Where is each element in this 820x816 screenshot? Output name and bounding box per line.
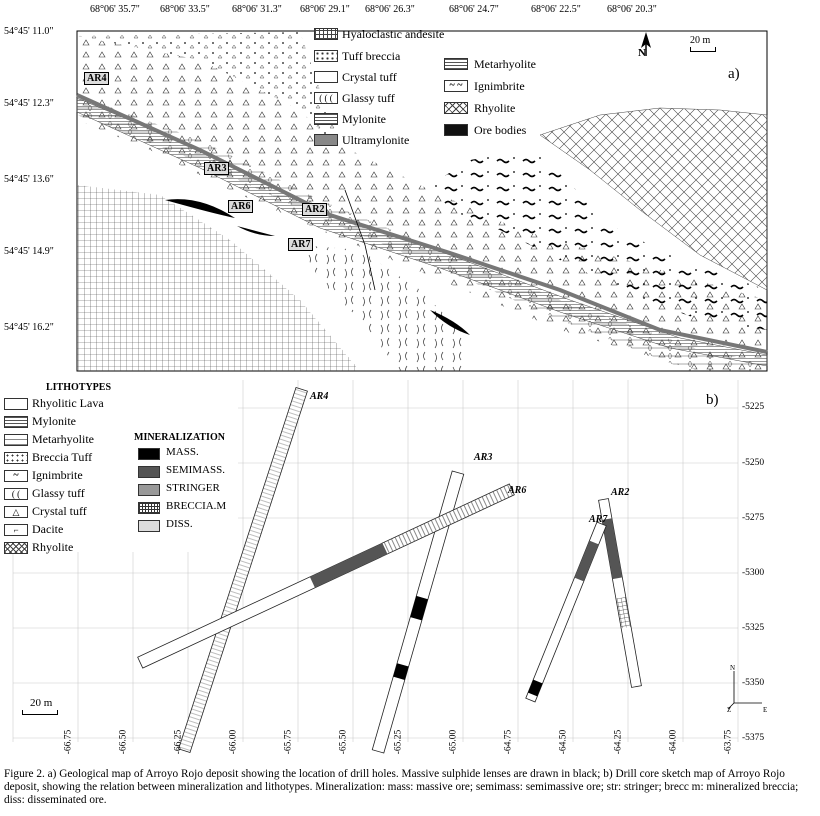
- legend-item: Breccia Tuff: [32, 450, 93, 464]
- legend-swatch: ~ ~: [444, 80, 468, 92]
- legend-item: Crystal tuff: [342, 70, 397, 84]
- legend-item: Dacite: [32, 522, 64, 536]
- drill-hole-label: AR7: [589, 514, 608, 525]
- x-tick-label: -66.25: [173, 729, 184, 755]
- legend-swatch: [4, 398, 28, 410]
- legend-swatch: [138, 520, 160, 532]
- legend-item: DISS.: [166, 518, 193, 530]
- latitude-label: 54°45' 14.9": [4, 246, 54, 257]
- legend-swatch: ⌐: [4, 524, 28, 536]
- legend-item: Mylonite: [32, 414, 76, 428]
- legend-item: Rhyolite: [474, 101, 516, 115]
- latitude-label: 54°45' 16.2": [4, 322, 54, 333]
- legend-swatch: [444, 102, 468, 114]
- scale-label: 20 m: [690, 35, 711, 46]
- legend-swatch: ~: [4, 470, 28, 482]
- compass-z-label: Z: [727, 706, 732, 714]
- y-tick-label: -5350: [742, 678, 765, 688]
- legend-item: Glassy tuff: [342, 91, 395, 105]
- latitude-label: 54°45' 12.3": [4, 98, 54, 109]
- x-tick-label: -65.00: [448, 729, 459, 755]
- panel-label: a): [728, 66, 740, 82]
- legend-swatch: ( (: [4, 488, 28, 500]
- y-tick-label: -5375: [742, 733, 765, 743]
- legend-swatch: [4, 434, 28, 446]
- scale-bar: [22, 710, 58, 715]
- legend-swatch: [138, 502, 160, 514]
- legend-item: MASS.: [166, 446, 199, 458]
- x-tick-label: -64.00: [668, 729, 679, 755]
- longitude-label: 68°06' 29.1": [300, 4, 350, 15]
- longitude-label: 68°06' 24.7": [449, 4, 499, 15]
- legend-item: Glassy tuff: [32, 486, 85, 500]
- panel-label: b): [706, 392, 719, 408]
- scale-label: 20 m: [30, 697, 53, 709]
- drill-hole-label: AR4: [84, 72, 109, 85]
- y-tick-label: -5225: [742, 402, 765, 412]
- x-tick-label: -65.50: [338, 729, 349, 755]
- drill-hole-label: AR3: [204, 162, 229, 175]
- legend-item: Metarhyolite: [474, 57, 536, 71]
- legend-swatch: [4, 416, 28, 428]
- legend-swatch: △: [4, 506, 28, 518]
- legend-item: Ore bodies: [474, 123, 527, 137]
- longitude-label: 68°06' 26.3": [365, 4, 415, 15]
- x-tick-label: -66.50: [118, 729, 129, 755]
- lithotypes-title: LITHOTYPES: [46, 382, 112, 393]
- mineralization-title: MINERALIZATION: [134, 432, 225, 443]
- drill-legend: [0, 380, 238, 552]
- legend-item: Ultramylonite: [342, 133, 410, 147]
- x-tick-label: -66.75: [63, 729, 74, 755]
- drill-hole-label: AR2: [302, 203, 327, 216]
- drill-hole-label: AR7: [288, 238, 313, 251]
- scale-bar: [690, 47, 716, 52]
- compass-n-label: N: [730, 664, 736, 672]
- drill-core-ar7: [526, 522, 606, 702]
- legend-swatch: [314, 71, 338, 83]
- legend-swatch: [138, 466, 160, 478]
- legend-item: Rhyolitic Lava: [32, 396, 104, 410]
- figure-caption: Figure 2. a) Geological map of Arroyo Rojo deposit showing the location of drill holes. Massive sulphide lenses are drawn in black; b) Drill core sketch map of Arroyo Rojo deposit, showing the relation between mineralization and lithotypes. Mineralization: mass: massive ore; semimass: semimassive ore; str: stringer; brecc m: mineralized breccia; diss: disseminated ore.: [4, 768, 799, 806]
- x-tick-label: -64.50: [558, 729, 569, 755]
- legend-swatch: [314, 134, 338, 146]
- latitude-label: 54°45' 11.0": [4, 26, 54, 37]
- y-tick-label: -5300: [742, 568, 765, 578]
- drill-hole-label: AR6: [508, 485, 527, 496]
- legend-item: Crystal tuff: [32, 504, 87, 518]
- y-tick-label: -5250: [742, 458, 765, 468]
- legend-swatch: ( ( (: [314, 92, 338, 104]
- drill-hole-label: AR2: [611, 487, 630, 498]
- geological-map-svg: [0, 0, 820, 380]
- north-label: N: [638, 47, 646, 59]
- latitude-label: 54°45' 13.6": [4, 174, 54, 185]
- legend-swatch: [314, 113, 338, 125]
- x-tick-label: -64.75: [503, 729, 514, 755]
- legend-item: Metarhyolite: [32, 432, 94, 446]
- legend-swatch: [138, 484, 160, 496]
- longitude-label: 68°06' 31.3": [232, 4, 282, 15]
- x-tick-label: -64.25: [613, 729, 624, 755]
- drill-hole-label: AR6: [228, 200, 253, 213]
- x-tick-label: -63.75: [723, 729, 734, 755]
- y-tick-label: -5325: [742, 623, 765, 633]
- legend-item: Ignimbrite: [32, 468, 83, 482]
- longitude-label: 68°06' 33.5": [160, 4, 210, 15]
- legend-item: Ignimbrite: [474, 79, 525, 93]
- legend-item: BRECCIA.M: [166, 500, 227, 512]
- legend-swatch: [4, 542, 28, 554]
- longitude-label: 68°06' 35.7": [90, 4, 140, 15]
- legend-swatch: [444, 124, 468, 136]
- legend-swatch: [314, 50, 338, 62]
- legend-item: Hyaloclastic andesite: [342, 27, 445, 41]
- longitude-label: 68°06' 22.5": [531, 4, 581, 15]
- legend-swatch: [138, 448, 160, 460]
- drill-hole-label: AR4: [310, 391, 329, 402]
- legend-swatch: [314, 28, 338, 40]
- legend-item: Tuff breccia: [342, 49, 401, 63]
- legend-item: SEMIMASS.: [166, 464, 225, 476]
- x-tick-label: -65.75: [283, 729, 294, 755]
- compass-e-label: E: [763, 706, 768, 714]
- legend-item: Mylonite: [342, 112, 386, 126]
- y-tick-label: -5275: [742, 513, 765, 523]
- legend-item: STRINGER: [166, 482, 220, 494]
- legend-item: Rhyolite: [32, 540, 74, 554]
- legend-swatch: [444, 58, 468, 70]
- drill-hole-label: AR3: [474, 452, 493, 463]
- x-tick-label: -66.00: [228, 729, 239, 755]
- legend-swatch: [4, 452, 28, 464]
- longitude-label: 68°06' 20.3": [607, 4, 657, 15]
- x-tick-label: -65.25: [393, 729, 404, 755]
